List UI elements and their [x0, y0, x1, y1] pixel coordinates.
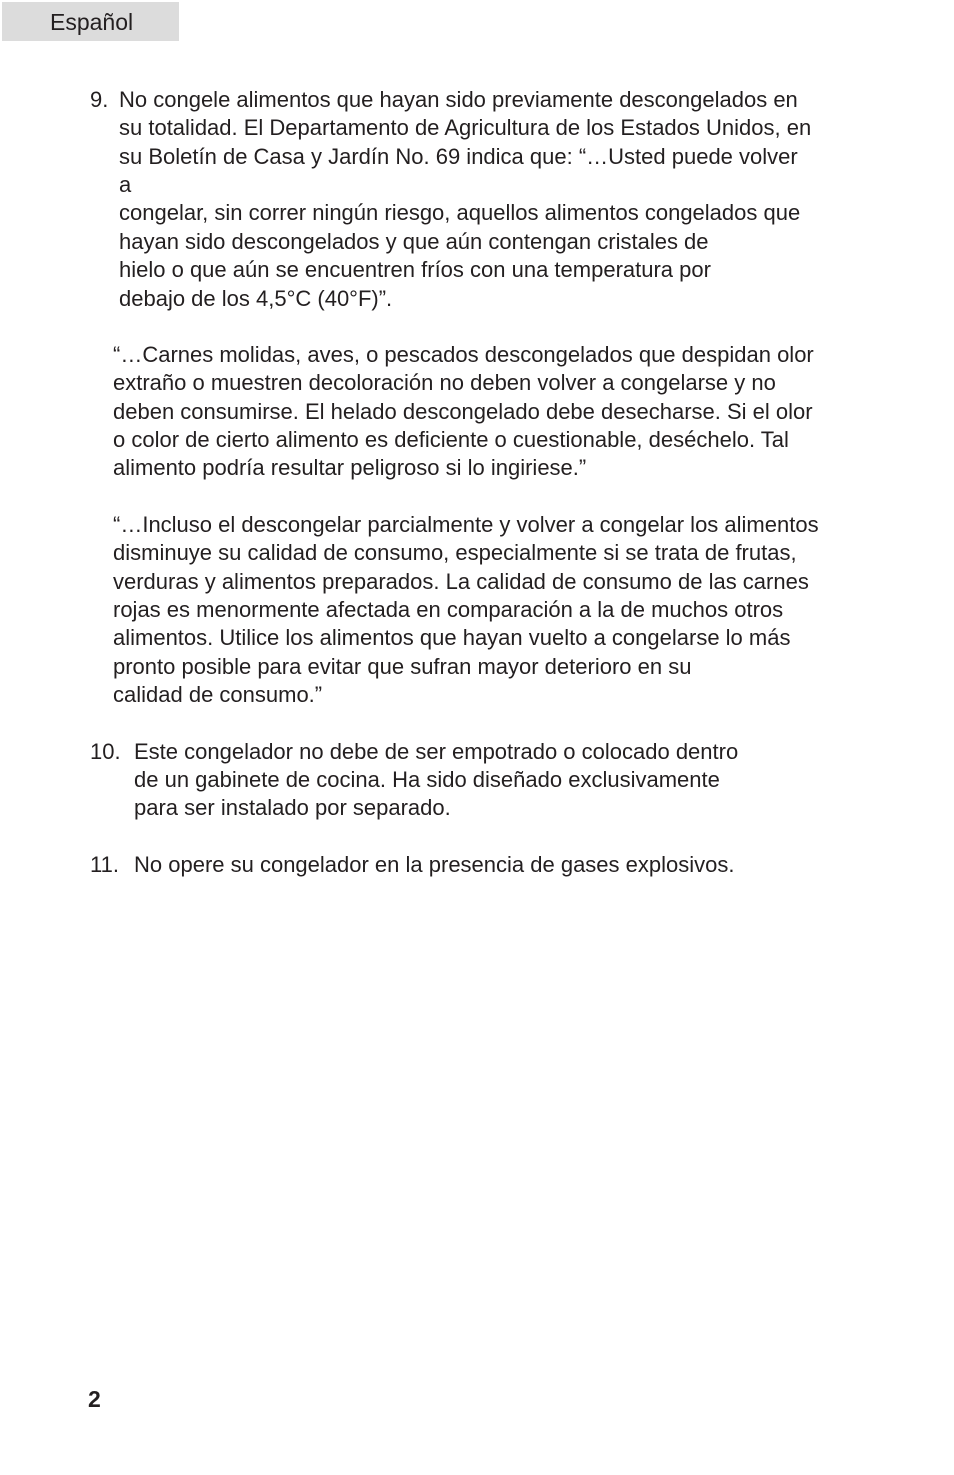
item-number: 10. [90, 739, 121, 764]
text-line: alimento podría resultar peligroso si lo ingiriese.” [113, 455, 587, 480]
text-line: alimentos. Utilice los alimentos que hayan vuelto a congelarse lo más [113, 625, 791, 650]
text-line: hayan sido descongelados y que aún contengan cristales de [119, 229, 709, 254]
text-line: extraño o muestren decoloración no deben volver a congelarse y no [113, 370, 776, 395]
item-number: 11. [90, 852, 119, 877]
text-line: hielo o que aún se encuentren fríos con una temperatura por [119, 257, 711, 282]
text-line: “…Incluso el descongelar parcialmente y volver a congelar los alimentos [113, 512, 819, 537]
text-line: verduras y alimentos preparados. La calidad de consumo de las carnes [113, 569, 809, 594]
text-line: o color de cierto alimento es deficiente o cuestionable, deséchelo. Tal [113, 427, 789, 452]
language-tab: Español [2, 2, 179, 41]
text-line: disminuye su calidad de consumo, especialmente si se trata de frutas, [113, 540, 797, 565]
text-line: deben consumirse. El helado descongelado debe desecharse. Si el olor [113, 399, 813, 424]
text-line: su Boletín de Casa y Jardín No. 69 indica que: “…Usted puede volver [119, 144, 798, 169]
text-line: Este congelador no debe de ser empotrado o colocado dentro [134, 739, 739, 764]
text-line: a [119, 172, 132, 197]
text-line: su totalidad. El Departamento de Agricultura de los Estados Unidos, en [119, 115, 812, 140]
text-line: “…Carnes molidas, aves, o pescados descongelados que despidan olor [113, 342, 814, 367]
text-line: No opere su congelador en la presencia de gases explosivos. [134, 852, 735, 877]
text-line: para ser instalado por separado. [134, 795, 451, 820]
page-number: 2 [88, 1386, 101, 1412]
item-number: 9. [90, 87, 109, 112]
text-line: calidad de consumo.” [113, 682, 323, 707]
text-line: de un gabinete de cocina. Ha sido diseñado exclusivamente [134, 767, 720, 792]
text-line: congelar, sin correr ningún riesgo, aquellos alimentos congelados que [119, 200, 801, 225]
text-line: pronto posible para evitar que sufran mayor deterioro en su [113, 654, 692, 679]
text-line: rojas es menormente afectada en comparación a la de muchos otros [113, 597, 784, 622]
text-line: debajo de los 4,5°C (40°F)”. [119, 286, 393, 311]
text-line: No congele alimentos que hayan sido previamente descongelados en [119, 87, 798, 112]
